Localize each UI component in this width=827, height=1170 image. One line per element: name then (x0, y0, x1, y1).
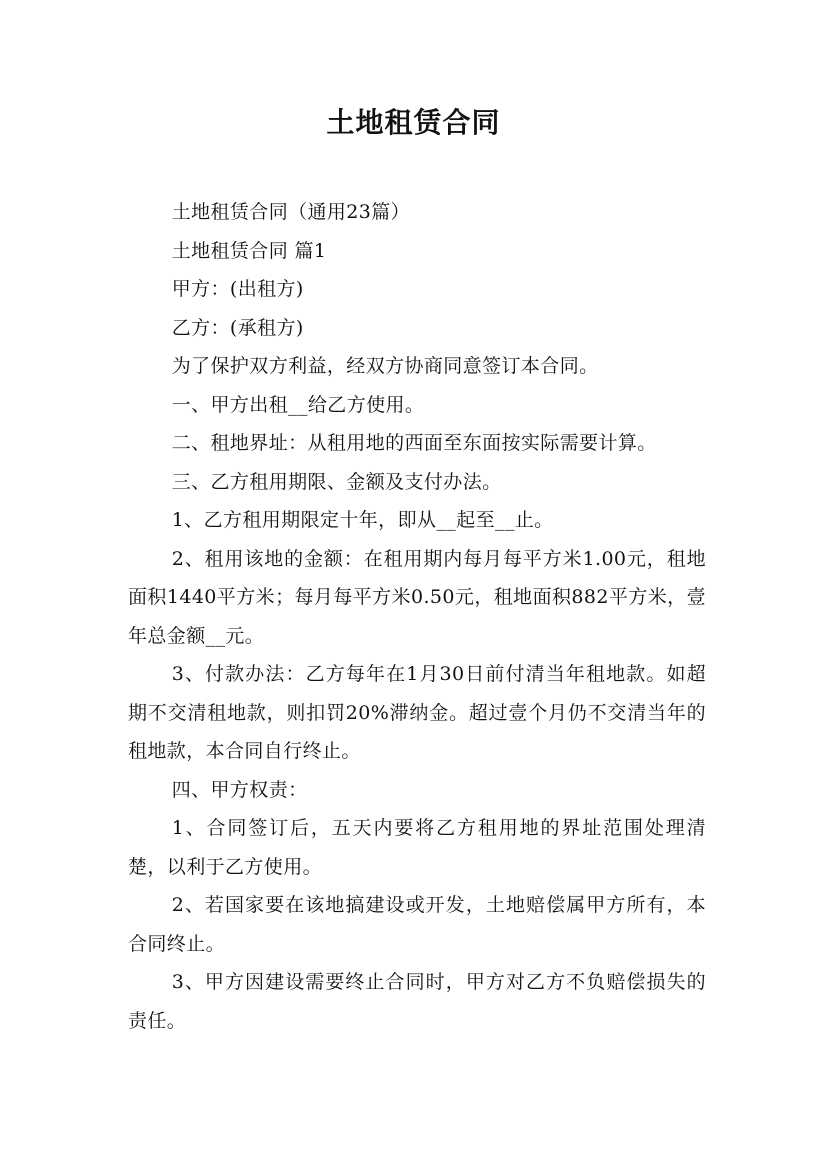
paragraph-clause-3-2: 2、租用该地的金额：在租用期内每月每平方米1.00元，租地面积1440平方米；每月每平方米0.50元，租地面积882平方米，壹年总金额__元。 (128, 547, 706, 647)
paragraph-clause-1: 一、甲方出租__给乙方使用。 (171, 393, 425, 416)
document-body (128, 193, 706, 1040)
paragraph-chapter-heading: 土地租赁合同 篇1 (171, 239, 327, 262)
paragraph-subtitle: 土地租赁合同（通用23篇） (171, 201, 411, 223)
document-title: 土地租赁合同 (326, 106, 501, 139)
paragraph-preamble: 为了保护双方利益，经双方协商同意签订本合同。 (171, 355, 599, 377)
paragraph-party-a: 甲方：(出租方) (171, 278, 304, 300)
paragraph-clause-4-2: 2、若国家要在该地搞建设或开发，土地赔偿属甲方所有，本合同终止。 (128, 894, 706, 955)
paragraph-clause-4: 四、甲方权责： (171, 778, 308, 801)
paragraph-clause-3-1: 1、乙方租用期限定十年，即从__起至__止。 (171, 509, 554, 531)
paragraph-clause-3: 三、乙方租用期限、金额及支付办法。 (171, 470, 502, 493)
paragraph-clause-3-3: 3、付款办法：乙方每年在1月30日前付清当年租地款。如超期不交清租地款，则扣罚20%滞纳金。超过壹个月仍不交清当年的租地款，本合同自行终止。 (128, 663, 706, 762)
paragraph-clause-2: 二、租地界址：从租用地的西面至东面按实际需要计算。 (171, 432, 657, 454)
paragraph-clause-4-1: 1、合同签订后，五天内要将乙方租用地的界址范围处理清楚，以利于乙方使用。 (128, 817, 706, 878)
paragraph-clause-4-3: 3、甲方因建设需要终止合同时，甲方对乙方不负赔偿损失的责任。 (128, 971, 706, 1032)
paragraph-party-b: 乙方：(承租方) (171, 316, 304, 339)
